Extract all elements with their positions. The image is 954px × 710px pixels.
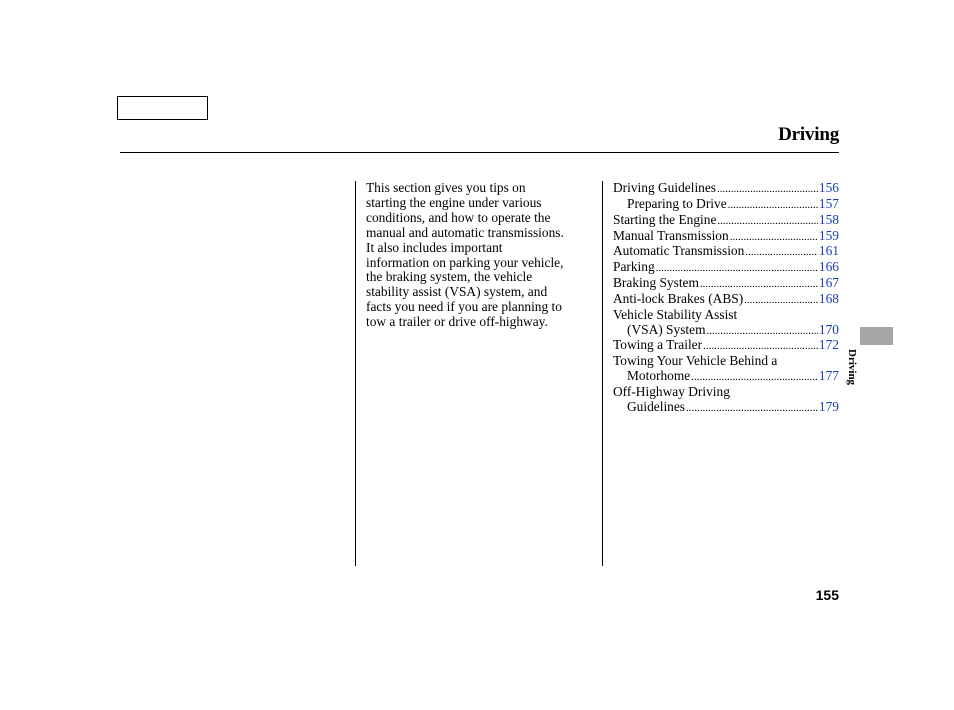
- intro-line: starting the engine under various: [366, 194, 542, 210]
- toc-page-link[interactable]: 161: [818, 243, 839, 259]
- dot-leader: [728, 197, 818, 213]
- dot-leader: [730, 229, 818, 245]
- toc-item[interactable]: [613, 338, 839, 354]
- intro-line: tow a trailer or drive off-highway.: [366, 314, 548, 330]
- toc-item[interactable]: [613, 229, 839, 245]
- toc-page-link[interactable]: 166: [818, 259, 839, 275]
- toc-item[interactable]: [613, 385, 839, 416]
- toc-label: Parking: [613, 259, 655, 275]
- dot-leader: [656, 260, 818, 276]
- intro-line: facts you need if you are planning to: [366, 299, 562, 315]
- dot-leader: [707, 323, 818, 339]
- toc-label: Preparing to Drive: [627, 195, 727, 211]
- dot-leader: [717, 181, 818, 197]
- toc-label: Braking System: [613, 275, 699, 291]
- toc-label: Towing a Trailer: [613, 337, 703, 353]
- dot-leader: [686, 400, 818, 416]
- toc-label: Automatic Transmission: [613, 243, 745, 259]
- toc-item[interactable]: [613, 181, 839, 197]
- toc-item[interactable]: [613, 354, 839, 385]
- toc-page-link[interactable]: 156: [818, 180, 839, 195]
- intro-line: This section gives you tips on: [366, 180, 526, 195]
- toc-page-link[interactable]: 170: [818, 321, 839, 337]
- toc-page-link[interactable]: 159: [818, 227, 839, 243]
- toc-label: Off-Highway Driving: [613, 383, 730, 399]
- toc-item[interactable]: [613, 308, 839, 339]
- toc-label: Anti-lock Brakes (ABS): [613, 290, 744, 306]
- intro-line: information on parking your vehicle,: [366, 254, 564, 270]
- toc-label-continued: Motorhome: [627, 368, 691, 384]
- intro-line: It also includes important: [366, 239, 503, 255]
- toc-item[interactable]: [613, 244, 839, 260]
- column-divider-right: [602, 181, 603, 566]
- toc-label: Starting the Engine: [613, 211, 717, 227]
- dot-leader: [691, 369, 818, 385]
- page-number: 155: [815, 587, 839, 603]
- dot-leader: [717, 213, 818, 229]
- toc-item[interactable]: [613, 260, 839, 276]
- toc-page-link[interactable]: 167: [818, 275, 839, 291]
- section-tab-label: Driving: [846, 349, 858, 386]
- dot-leader: [703, 338, 818, 354]
- header-rule: [120, 152, 839, 153]
- toc-page-link[interactable]: 168: [818, 290, 839, 306]
- column-divider-left: [355, 181, 356, 566]
- section-tab[interactable]: [860, 327, 893, 345]
- toc-label: Vehicle Stability Assist: [613, 306, 738, 322]
- intro-line: stability assist (VSA) system, and: [366, 284, 548, 300]
- toc-label: Driving Guidelines: [613, 180, 717, 195]
- toc-label: Manual Transmission: [613, 227, 729, 243]
- toc-item[interactable]: [613, 213, 839, 229]
- toc-page-link[interactable]: 172: [818, 337, 839, 353]
- toc-page-link[interactable]: 179: [818, 398, 839, 414]
- toc-page-link[interactable]: 177: [818, 368, 839, 384]
- toc-page-link[interactable]: 158: [818, 211, 839, 227]
- contents-nav-box[interactable]: [117, 96, 208, 120]
- toc-item[interactable]: [613, 197, 839, 213]
- dot-leader: [745, 244, 818, 260]
- intro-line: the braking system, the vehicle: [366, 269, 533, 285]
- toc-item[interactable]: [613, 276, 839, 292]
- toc-label: Towing Your Vehicle Behind a: [613, 353, 778, 369]
- intro-text: [366, 181, 598, 330]
- dot-leader: [700, 276, 818, 292]
- toc-item[interactable]: [613, 292, 839, 308]
- toc-label-continued: (VSA) System: [627, 321, 706, 337]
- intro-line: manual and automatic transmissions.: [366, 224, 564, 240]
- table-of-contents: [613, 181, 839, 416]
- intro-line: conditions, and how to operate the: [366, 209, 551, 225]
- dot-leader: [744, 292, 818, 308]
- toc-page-link[interactable]: 157: [818, 195, 839, 211]
- page-title: Driving: [778, 124, 839, 145]
- toc-label-continued: Guidelines: [627, 398, 686, 414]
